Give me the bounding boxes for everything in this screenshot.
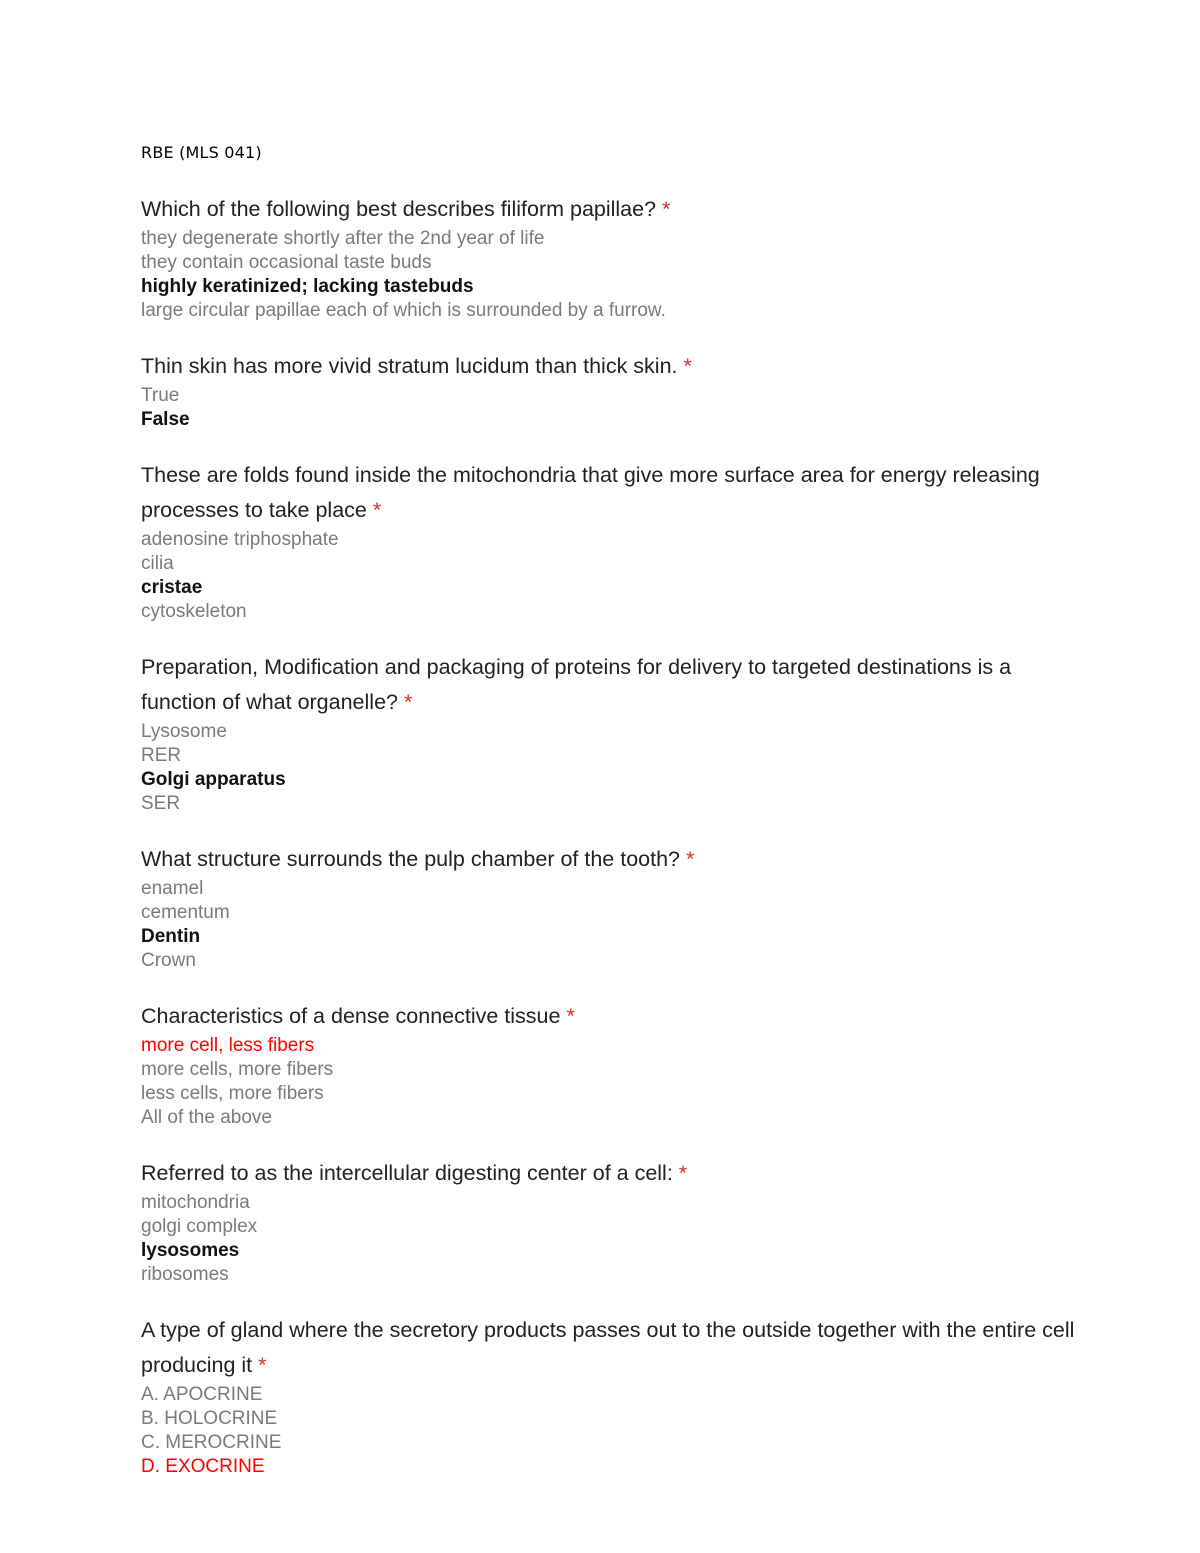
answer-option: cilia (141, 553, 174, 574)
question-label: Which of the following best describes filiform papillae? (141, 197, 657, 221)
answer-option: Lysosome (141, 721, 227, 742)
answer-option: more cell, less fibers (141, 1035, 315, 1056)
question-text (141, 650, 1081, 720)
answer-option: more cells, more fibers (141, 1059, 334, 1080)
question-text (141, 1156, 1081, 1191)
required-asterisk: * (685, 847, 695, 871)
answer-option: enamel (141, 878, 204, 899)
answer-option: C. MEROCRINE (141, 1432, 282, 1453)
question-block (141, 1313, 1081, 1479)
answer-option: All of the above (141, 1107, 272, 1128)
answer-option: B. HOLOCRINE (141, 1408, 278, 1429)
question-block (141, 192, 1081, 323)
question-block (141, 458, 1081, 624)
answer-option: cementum (141, 902, 230, 923)
option-list (141, 227, 1081, 323)
option-list (141, 1191, 1081, 1287)
answer-option: SER (141, 793, 181, 814)
required-asterisk: * (258, 1353, 267, 1377)
question-text (141, 842, 1081, 877)
required-asterisk: * (566, 1004, 575, 1028)
required-asterisk: * (403, 690, 413, 714)
answer-option: golgi complex (141, 1216, 258, 1237)
question-label: Characteristics of a dense connective tissue (141, 1004, 561, 1028)
question-text (141, 349, 1081, 384)
answer-option: adenosine triphosphate (141, 529, 339, 550)
required-asterisk: * (372, 498, 382, 522)
answer-option: ribosomes (141, 1264, 229, 1285)
document-page (141, 143, 1081, 1505)
required-asterisk: * (662, 197, 671, 221)
answer-option-correct: cristae (141, 577, 203, 598)
option-list (141, 384, 1081, 432)
answer-option: mitochondria (141, 1192, 250, 1213)
question-block (141, 842, 1081, 973)
question-label: Referred to as the intercellular digesting center of a cell: (141, 1161, 673, 1185)
option-list (141, 1383, 1081, 1479)
option-list (141, 877, 1081, 973)
question-block (141, 999, 1081, 1130)
option-list (141, 720, 1081, 816)
question-label: What structure surrounds the pulp chamber of the tooth? (141, 847, 680, 871)
answer-option-correct: highly keratinized; lacking tastebuds (141, 276, 474, 297)
answer-option: cytoskeleton (141, 601, 247, 622)
question-text (141, 1313, 1081, 1383)
answer-option: D. EXOCRINE (141, 1456, 265, 1477)
answer-option: they degenerate shortly after the 2nd year of life (141, 228, 545, 249)
question-list (141, 192, 1081, 1479)
answer-option-correct: False (141, 409, 190, 430)
question-block (141, 1156, 1081, 1287)
question-label: These are folds found inside the mitochondria that give more surface area for energy releasing processes to take place (141, 463, 1040, 522)
answer-option: large circular papillae each of which is surrounded by a furrow. (141, 300, 666, 321)
answer-option: they contain occasional taste buds (141, 252, 432, 273)
answer-option-correct: lysosomes (141, 1240, 240, 1261)
question-text (141, 458, 1081, 528)
document-title: RBE (MLS 041) (141, 143, 262, 162)
option-list (141, 1034, 1081, 1130)
question-label: Thin skin has more vivid stratum lucidum than thick skin. (141, 354, 678, 378)
answer-option: True (141, 385, 180, 406)
answer-option: Crown (141, 950, 196, 971)
required-asterisk: * (678, 1161, 688, 1185)
answer-option: A. APOCRINE (141, 1384, 263, 1405)
answer-option-correct: Golgi apparatus (141, 769, 286, 790)
option-list (141, 528, 1081, 624)
required-asterisk: * (683, 354, 692, 378)
question-block (141, 650, 1081, 816)
question-label: Preparation, Modification and packaging of proteins for delivery to targeted destinations is a function of what organelle? (141, 655, 1012, 714)
question-text (141, 999, 1081, 1034)
answer-option: RER (141, 745, 182, 766)
answer-option: less cells, more fibers (141, 1083, 324, 1104)
question-block (141, 349, 1081, 432)
answer-option-correct: Dentin (141, 926, 201, 947)
question-label: A type of gland where the secretory products passes out to the outside together with the entire cell producing it (141, 1318, 1075, 1377)
question-text (141, 192, 1081, 227)
